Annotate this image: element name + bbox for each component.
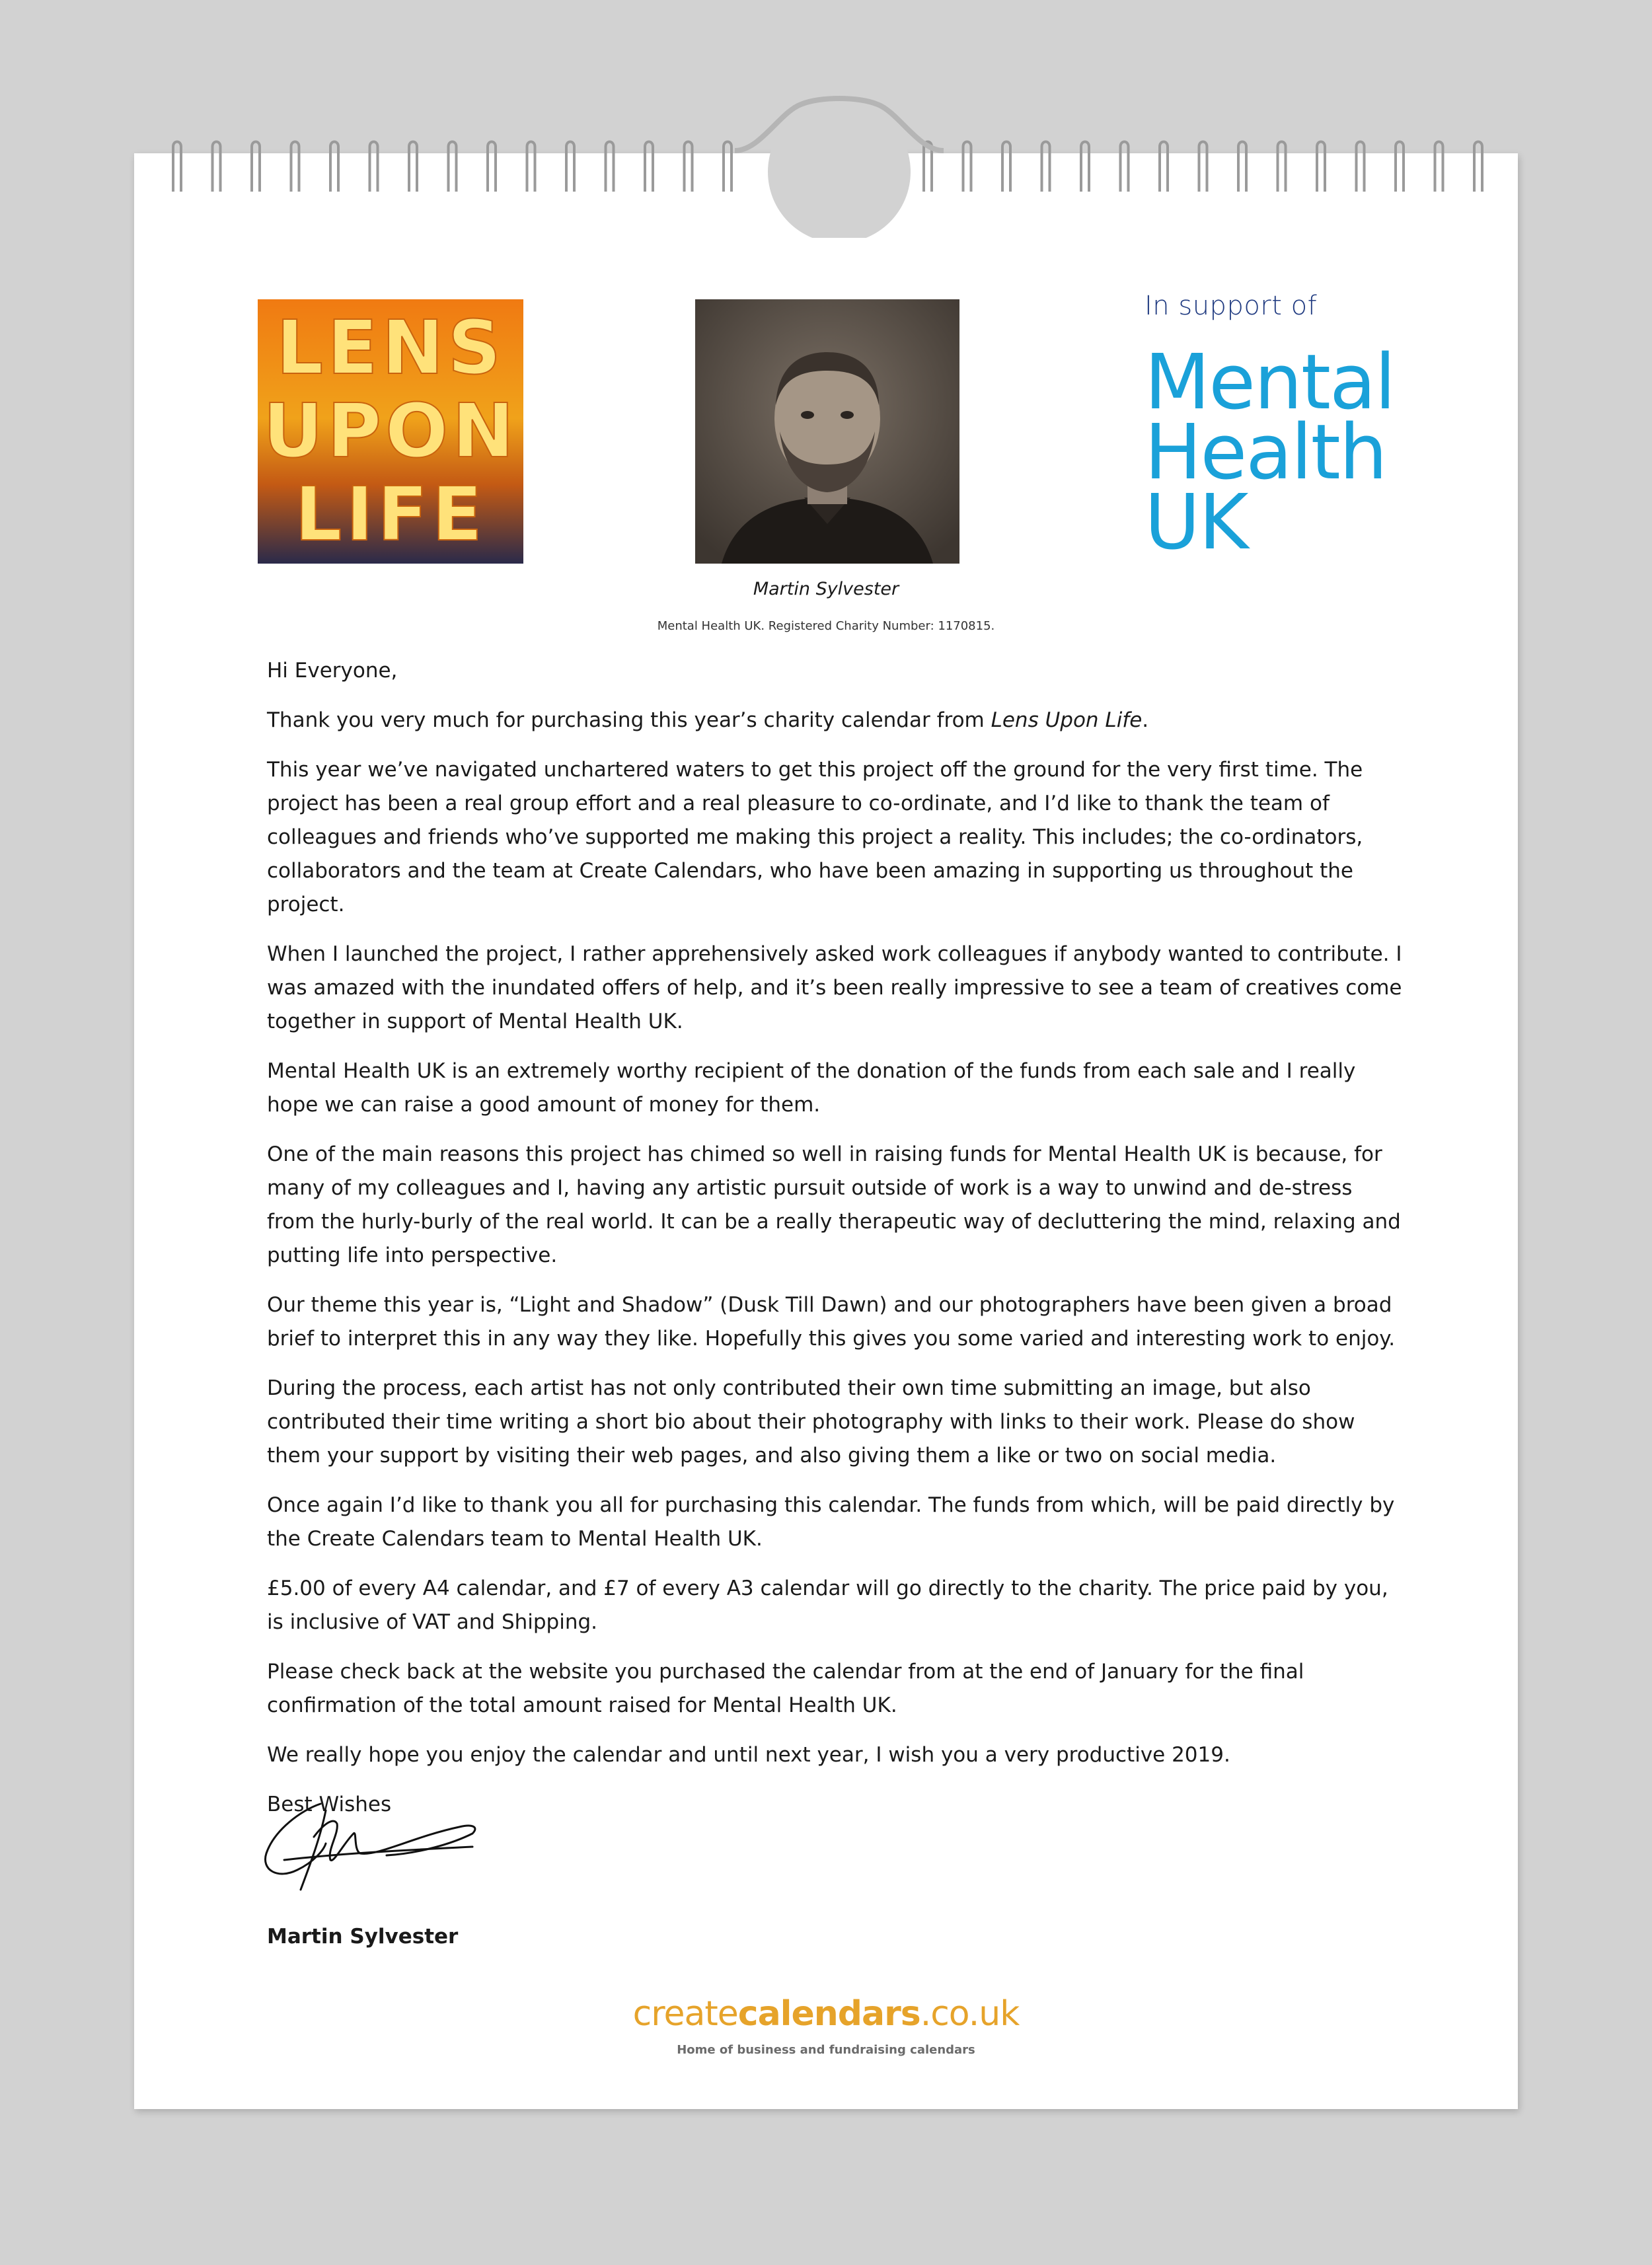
- portrait-photo: [695, 299, 959, 564]
- org-line: UK: [1145, 478, 1248, 567]
- org-line: Health: [1145, 408, 1386, 497]
- logo-line-2: UPON: [263, 389, 518, 474]
- createcalendars-logo: createcalendars.co.uk: [632, 1994, 1020, 2034]
- logo-line-3: LIFE: [294, 472, 487, 558]
- paragraph: Once again I’d like to thank you all for purchasing this calendar. The funds from which, will be paid directly by the Create Calendars team to Mental Health UK.: [267, 1493, 1395, 1551]
- hanger-wire: [735, 98, 944, 151]
- org-line: Mental: [1145, 338, 1395, 427]
- paragraph: £5.00 of every A4 calendar, and £7 of every A3 calendar will go directly to the charity. The price paid by you, is inclusive of VAT and Shipping.: [267, 1577, 1388, 1634]
- paragraph: When I launched the project, I rather apprehensively asked work colleagues if anybody wanted to contribute. I was amazed with the inundated offers of help, and it’s been really impressive to see a team of creatives come together in support of Mental Health UK.: [267, 942, 1402, 1033]
- greeting: Hi Everyone,: [267, 659, 398, 683]
- support-label: In support of: [1145, 291, 1318, 321]
- paragraph: During the process, each artist has not only contributed their own time submitting an image, but also contributed their time writing a short bio about their photography with links to their work. Please do show them your support by visiting their web pages, and also giving them a like or two on social media.: [267, 1376, 1355, 1467]
- letter-body: [267, 654, 1404, 1838]
- signer-name: Martin Sylvester: [267, 1925, 459, 1949]
- paragraph: Mental Health UK is an extremely worthy recipient of the donation of the funds from each sale and I really hope we can raise a good amount of money for them.: [267, 1059, 1356, 1117]
- paragraph: Our theme this year is, “Light and Shadow” (Dusk Till Dawn) and our photographers have been given a broad brief to interpret this in any way they like. Hopefully this gives you some varied and interesting work to enjoy.: [267, 1293, 1396, 1351]
- intro-paragraph: Thank you very much for purchasing this year’s charity calendar from Lens Upon Life.: [267, 708, 1149, 732]
- charity-support-block: [1145, 291, 1442, 567]
- charity-number: Mental Health UK. Registered Charity Number: 1170815.: [657, 619, 995, 633]
- paragraph: This year we’ve navigated unchartered waters to get this project off the ground for the very first time. The project has been a real group effort and a real pleasure to co-ordinate, and I’d like to thank the team of colleagues and friends who’ve supported me making this project a reality. This includes; the co-ordinators, collaborators and the team at Create Calendars, who have been amazing in supporting us throughout the project.: [267, 758, 1363, 916]
- paragraph: Please check back at the website you purchased the calendar from at the end of January for the final confirmation of the total amount raised for Mental Health UK.: [267, 1660, 1304, 1717]
- handwritten-signature: [261, 1797, 486, 1896]
- portrait-caption: Martin Sylvester: [753, 579, 899, 599]
- logo-line-1: LENS: [276, 305, 506, 391]
- footer-tagline: Home of business and fundraising calendars: [677, 2043, 975, 2057]
- paragraph: We really hope you enjoy the calendar and until next year, I wish you a very productive 2019.: [267, 1743, 1230, 1767]
- lens-upon-life-logo: [258, 299, 523, 564]
- sign-off: Best Wishes: [267, 1793, 392, 1816]
- calendar-title: Lens Upon Life: [991, 708, 1143, 732]
- mental-health-uk-logo: [1145, 338, 1442, 567]
- paragraph: One of the main reasons this project has chimed so well in raising funds for Mental Health UK is because, for many of my colleagues and I, having any artistic pursuit outside of work is a way to unwind and de-stress from the hurly-burly of the real world. It can be a really therapeutic way of decluttering the mind, relaxing and putting life into perspective.: [267, 1142, 1401, 1267]
